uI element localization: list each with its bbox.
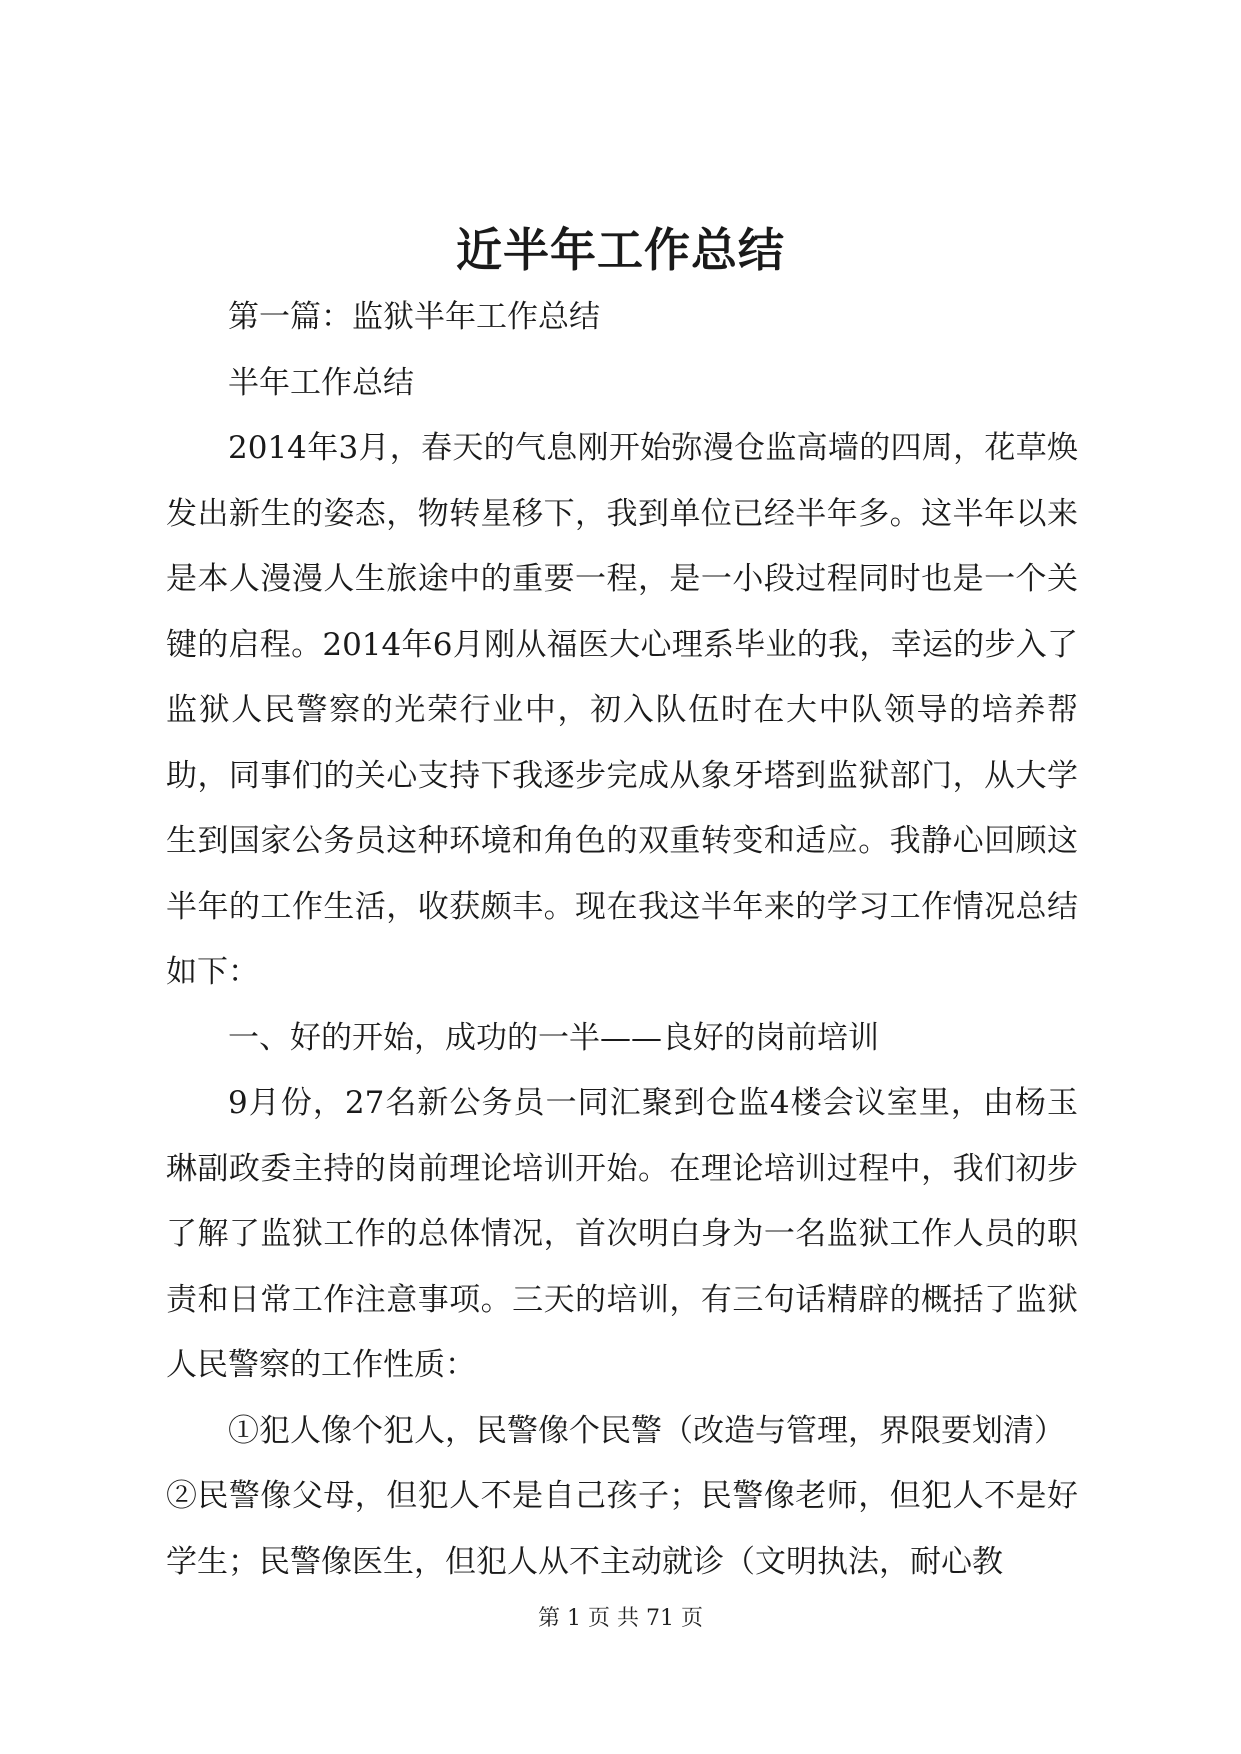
page-number-footer: 第 1 页 共 71 页 bbox=[538, 1606, 703, 1631]
list-item: ②民警像父母，但犯人不是自己孩子；民警像老师，但犯人不是好学生；民警像医生，但犯人从不主动就诊（文明执法，耐心教 bbox=[166, 1478, 1078, 1580]
list-item: ①犯人像个犯人，民警像个民警（改造与管理，界限要划清） bbox=[228, 1412, 1065, 1449]
body-paragraph: 2014年3月，春天的气息刚开始弥漫仓监高墙的四周，花草焕发出新生的姿态，物转星移下，我到单位已经半年多。这半年以来是本人漫漫人生旅途中的重要一程，是一小段过程同时也是一个关键的启程。2014年6月刚从福医大心理系毕业的我，幸运的步入了监狱人民警察的光荣行业中，初入队伍时在大中队领导的培养帮助，同事们的关心支持下我逐步完成从象牙塔到监狱部门，从大学生到国家公务员这种环境和角色的双重转变和适应。我静心回顾这半年的工作生活，收获颇丰。现在我这半年来的学习工作情况总结如下： bbox=[166, 430, 1078, 990]
subsection-heading: 一、好的开始，成功的一半——良好的岗前培训 bbox=[228, 1019, 879, 1056]
document-title: 近半年工作总结 bbox=[456, 223, 785, 277]
section-heading: 第一篇：监狱半年工作总结 bbox=[228, 299, 600, 335]
document-body bbox=[166, 285, 1078, 1595]
subheading: 半年工作总结 bbox=[228, 364, 414, 401]
body-paragraph: 9月份，27名新公务员一同汇聚到仓监4楼会议室里，由杨玉琳副政委主持的岗前理论培训开始。在理论培训过程中，我们初步了解了监狱工作的总体情况，首次明白身为一名监狱工作人员的职责和日常工作注意事项。三天的培训，有三句话精辟的概括了监狱人民警察的工作性质： bbox=[166, 1085, 1078, 1383]
